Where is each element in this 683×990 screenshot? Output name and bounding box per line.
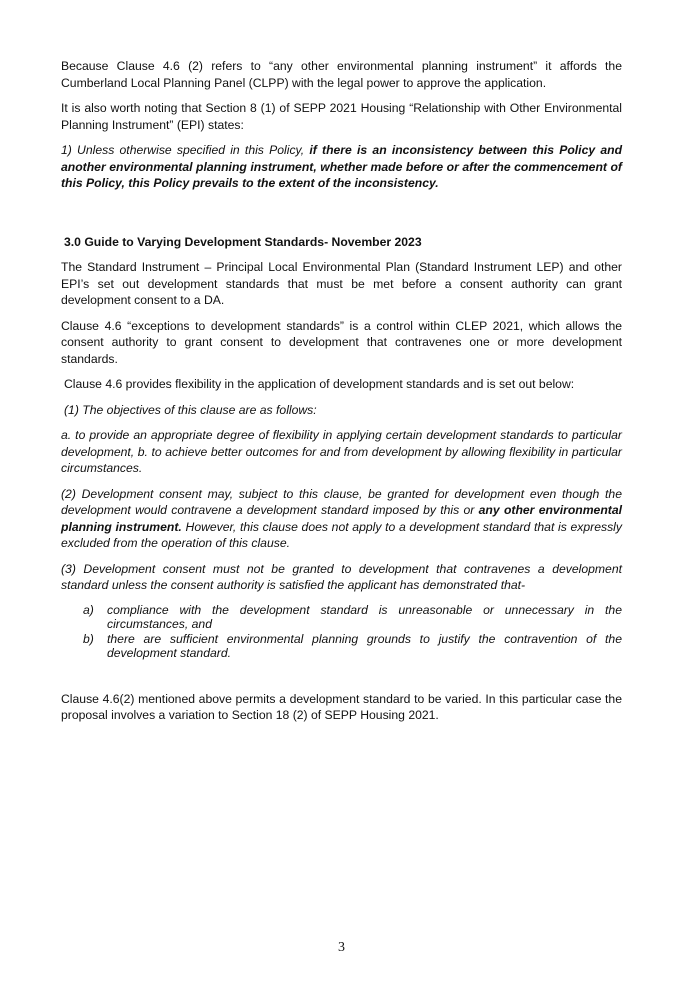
page-number: 3: [338, 940, 345, 955]
paragraph-objectives: (1) The objectives of this clause are as follows:: [64, 402, 317, 417]
quote-bold: if there is an inconsistency between this Policy and another environmental planning instrument, whether made before or after the commencement of this Policy, this Policy prevails to the extent of the inconsistency.: [61, 143, 623, 190]
paragraph-clpp-power: Because Clause 4.6 (2) refers to “any other environmental planning instrument” it affords the Cumberland Local Planning Panel (CLPP) with the legal power to approve the application.: [61, 59, 622, 90]
paragraph-clause-4-6: Clause 4.6 “exceptions to development standards” is a control within CLEP 2021, which allows the consent authority to grant consent to development that contravenes one or more development standards.: [61, 318, 622, 366]
paragraph-policy-quote: [61, 142, 622, 192]
paragraph-objectives-ab: a. to provide an appropriate degree of flexibility in applying certain development standards to particular development, b. to achieve better outcomes for and from development by allowing flexibility in particular circumstances.: [61, 428, 622, 475]
list-item: [61, 632, 622, 661]
consent-2-lead: (2) Development consent may, subject to this clause, be granted for development even though the development would contravene a development standard imposed by this or: [61, 486, 622, 517]
list-marker: a): [83, 602, 94, 617]
quote-lead: 1) Unless otherwise specified in this Policy,: [61, 143, 310, 157]
list-item: [61, 603, 622, 632]
paragraph-consent-2: [61, 486, 622, 552]
list-marker: b): [83, 631, 94, 646]
consent-2-tail: However, this clause does not apply to a development standard that is expressly excluded from the operation of this clause.: [61, 519, 622, 550]
paragraph-variation: Clause 4.6(2) mentioned above permits a development standard to be varied. In this particular case the proposal involves a variation to Section 18 (2) of SEPP Housing 2021.: [61, 691, 622, 722]
paragraph-section-8: It is also worth noting that Section 8 (1) of SEPP 2021 Housing “Relationship with Other Environmental Planning Instrument” (EPI) states:: [61, 101, 622, 132]
paragraph-standard-instrument: The Standard Instrument – Principal Local Environmental Plan (Standard Instrument LEP) and other EPI’s set out development standards that must be met before a consent authority can grant development consent to a DA.: [61, 260, 622, 307]
document-body: [61, 58, 622, 733]
section-heading: 3.0 Guide to Varying Development Standards- November 2023: [64, 234, 422, 249]
list-text: compliance with the development standard is unreasonable or unnecessary in the circumstances, and: [107, 602, 622, 631]
conditions-list: [61, 603, 622, 661]
list-text: there are sufficient environmental planning grounds to justify the contravention of the development standard.: [107, 631, 622, 660]
paragraph-consent-3: (3) Development consent must not be granted to development that contravenes a development standard unless the consent authority is satisfied the applicant has demonstrated that-: [61, 561, 622, 592]
consent-2-bold: any other environmental planning instrument.: [61, 503, 623, 534]
paragraph-flexibility: Clause 4.6 provides flexibility in the application of development standards and is set out below:: [64, 377, 575, 391]
